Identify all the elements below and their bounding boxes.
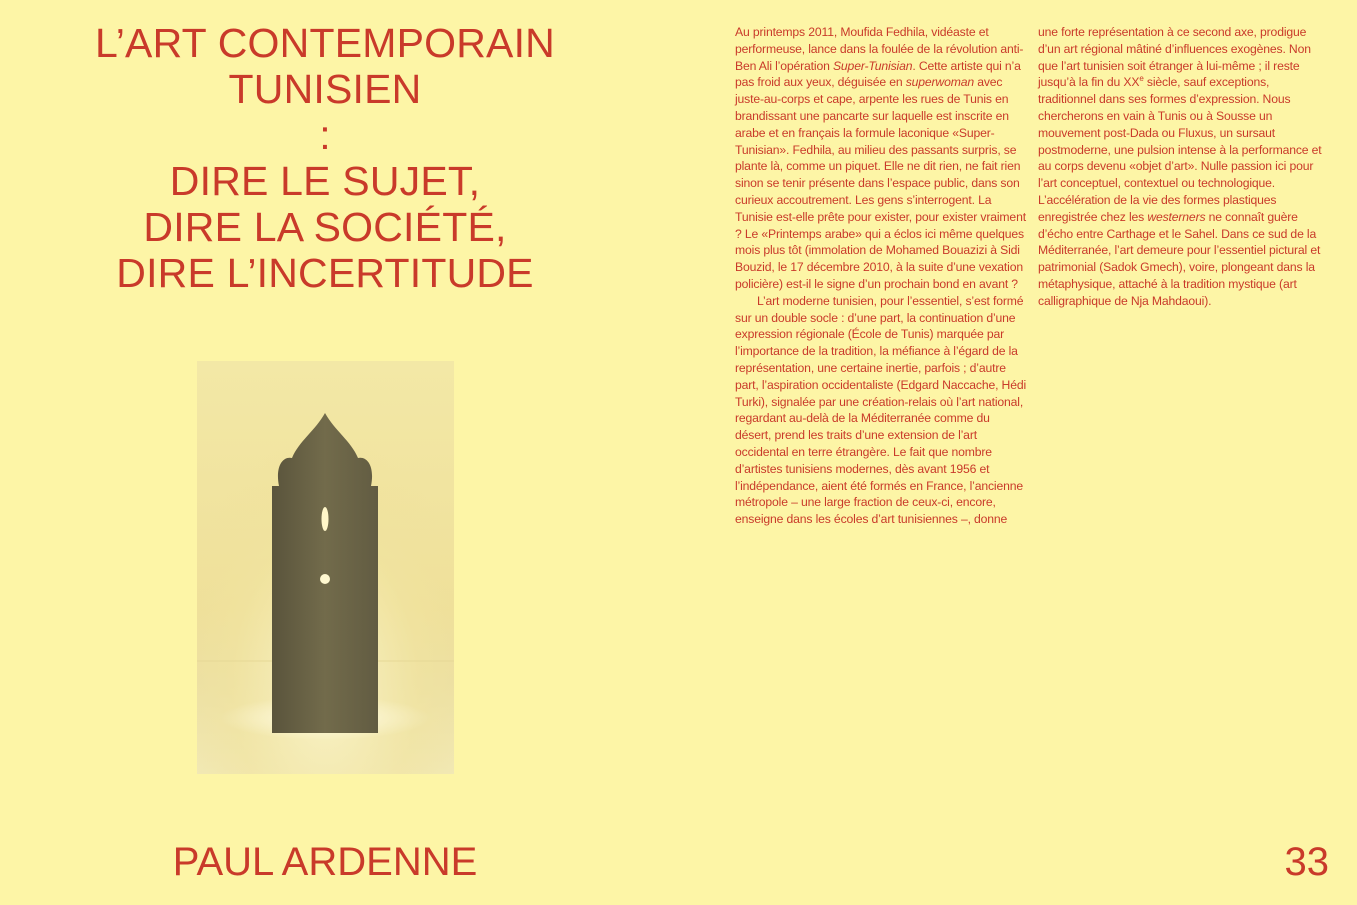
title-line: L’ART CONTEMPORAIN: [94, 20, 555, 66]
stone-sculpture: [272, 413, 378, 733]
text-column-2: [1038, 24, 1330, 310]
page-number: 33: [1284, 840, 1329, 884]
artwork-photo: [197, 361, 454, 774]
author-name: PAUL ARDENNE: [172, 840, 478, 884]
title-line: DIRE LE SUJET,: [169, 158, 481, 204]
title-line: DIRE LA SOCIÉTÉ,: [143, 204, 507, 250]
paragraph: Au printemps 2011, Moufida Fedhila, vidéaste et performeuse, lance dans la foulée de la révolution anti-Ben Ali l’opération Super-Tunisian. Cette artiste qui n’a pas froid aux yeux, déguisée en superwoman avec juste-au-corps et cape, arpente les rues de Tunis en brandissant une pancarte sur laquelle est inscrite en arabe et en français la formule laconique «Super-Tunisian». Fedhila, au milieu des passants surpris, se plante là, comme un piquet. Elle ne dit rien, ne fait rien sinon se tenir présente dans l’espace public, dans son curieux accoutrement. Les gens s’interrogent. La Tunisie est-elle prête pour exister, pour exister vraiment ? Le «Printemps arabe» qui a éclos ici même quelques mois plus tôt (immolation de Mohamed Bouazizi à Sidi Bouzid, le 17 décembre 2010, à la suite d’une vexation policière) est-il le signe d’un prochain bond en avant ?: [735, 25, 1026, 291]
title-line: TUNISIEN: [228, 66, 422, 112]
paragraph: L’art moderne tunisien, pour l’essentiel, s’est formé sur un double socle : d’une part, la continuation d’une expression régionale (École de Tunis) marquée par l’importance de la tradition, la méfiance à l’égard de la représentation, une certaine inertie, parfois ; d’autre part, l’aspiration occidentaliste (Edgard Naccache, Hédi Turki), signalée par une création-relais où l’art national, regardant au-delà de la Méditerranée comme du désert, prend les traits d’une extension de l’art occidental en terre étrangère. Le fait que nombre d’artistes tunisiens modernes, dès avant 1956 et l’indépendance, aient été formés en France, l’ancienne métropole – une large fraction de ceux-ci, encore, enseigne dans les écoles d’art tunisiennes –, donne: [735, 293, 1027, 527]
title-line: DIRE L’INCERTITUDE: [116, 250, 534, 296]
paragraph: une forte représentation à ce second axe, prodigue d’un art régional mâtiné d’influences exogènes. Non que l’art tunisien soit étranger à lui-même ; il reste jusqu’à la fin du XXe siècle, sauf exceptions, traditionnel dans ses formes d’expression. Nous chercherons en vain à Tunis ou à Sousse un mouvement post-Dada ou Fluxus, un sursaut postmoderne, une pulsion intense à la performance et au corps devenu «objet d’art». Nulle passion ici pour l’art conceptuel, contextuel ou technologique. L’accélération de la vie des formes plastiques enregistrée chez les westerners ne connaît guère d’écho entre Carthage et le Sahel. Dans ce sud de la Méditerranée, l’art demeure pour l’essentiel pictural et patrimonial (Sadok Gmech), voire, plongeant dans la métaphysique, attaché à la tradition mystique (art calligraphique de Nja Mahdaoui).: [1038, 25, 1322, 308]
article-title: [60, 20, 590, 296]
title-line: :: [319, 112, 331, 158]
text-column-1: [735, 24, 1027, 528]
